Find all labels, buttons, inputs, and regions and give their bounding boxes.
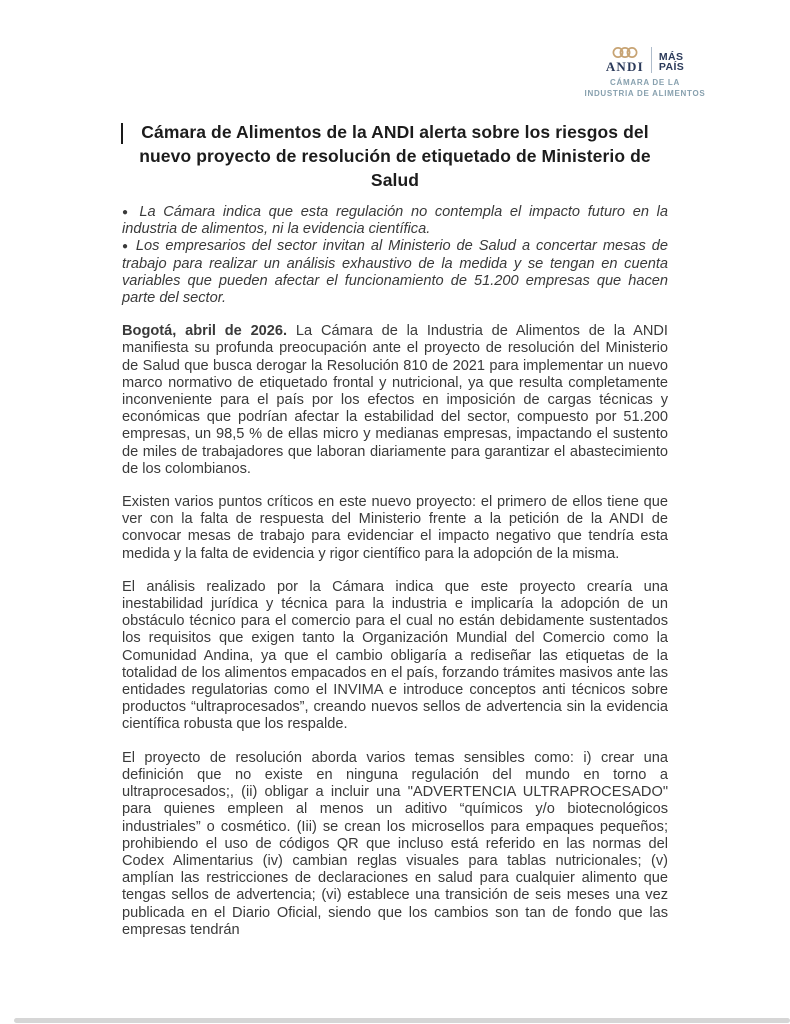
andi-logo: [576, 46, 714, 99]
horizontal-scrollbar[interactable]: [14, 1018, 790, 1023]
paragraph-sensitive-topics[interactable]: El proyecto de resolución aborda varios temas sensibles como: i) crear una definición que no existe en ninguna regulación del mundo en torno a ultraprocesados;, (ii) obligar a incluir una "ADVERTENCIA ULTRAPROCESADO" para quienes empleen al menos un aditivo “químicos y/o biotecnológicos industriales” o cosmético. (Iii) se crean los microsellos para empaques pequeños; prohibiendo el uso de códigos QR que incluso está referido en las normas del Codex Alimentarius (iv) cambian reglas visuales para tablas nutricionales; (v) amplían las restricciones de declaraciones en salud para cualquier alimento que tengas sellos de advertencia; (vi) establece una transición de seis meses una vez publicada en el Diario Oficial, siendo que los cambios son tan de fondo que las empresas tendrán: [122, 749, 668, 938]
bullet-marker: ●: [122, 241, 130, 253]
logo-mas-text: MÁS: [658, 51, 684, 63]
bullet-text: Los empresarios del sector invitan al Ministerio de Salud a concertar mesas de trabajo para realizar un análisis exhaustivo de la medida y se tengan en cuenta variables que pueden afectar el funcionamiento de 51.200 empresas que hacen parte del sector.: [122, 238, 668, 307]
logo-divider: [651, 47, 652, 73]
logo-row: [576, 46, 714, 73]
bullet-item[interactable]: [122, 204, 668, 238]
text-editing-area[interactable]: [122, 120, 668, 939]
paragraph-analysis[interactable]: El análisis realizado por la Cámara indica que este proyecto crearía una inestabilidad jurídica y técnica para la industria e implicaría la adopción de un obstáculo técnico para el comercio para el cual no están debidamente sustentados los requisitos que exigen tanto la Organización Mundial del Comercio como la Comunidad Andina, ya que el cambio obligaría a rediseñar las etiquetas de la totalidad de los alimentos empacados en el país, forzando trámites masivos ante las entidades regulatorias como el INVIMA e introduce conceptos anti técnicos sobre productos “ultraprocesados”, creando nuevos sellos de advertencia sin la evidencia científica robusta que los respalde.: [122, 578, 668, 733]
document-title[interactable]: Cámara de Alimentos de la ANDI alerta sobre los riesgos del nuevo proyecto de resolución de etiquetado de Ministerio de Salud: [139, 122, 651, 190]
logo-pais-text: PAÍS: [658, 61, 685, 73]
bullet-item[interactable]: [122, 238, 668, 307]
paragraph-text: La Cámara de la Industria de Alimentos de la ANDI manifiesta su profunda preocupación ante el proyecto de resolución del Ministerio de Salud que busca derogar la Resolución 810 de 2021 para implementar un nuevo marco normativo de etiquetado frontal y nutricional, ya que resulta completamente inconveniente para el país por los efectos en imposición de cargas técnicas y económicas que podrían afectar la estabilidad del sector, compuesto por 51.200 empresas, un 98,5 % de ellas micro y medianas empresas, impactando el sustento de miles de trabajadores que laboran diariamente para garantizar el abastecimiento de los colombianos.: [122, 323, 668, 477]
logo-subtitle-line2: INDUSTRIA DE ALIMENTOS: [584, 89, 706, 98]
dateline-lead: Bogotá, abril de 2026.: [122, 323, 288, 340]
paragraph-dateline[interactable]: [122, 323, 668, 478]
bullet-text: La Cámara indica que esta regulación no contempla el impacto futuro en la industria de alimentos, ni la evidencia científica.: [122, 204, 668, 238]
logo-subtitle-line1: CÁMARA DE LA: [610, 78, 680, 87]
summary-bullets: [122, 204, 668, 307]
logo-maspais-block: [659, 52, 684, 73]
paragraph-critical-points[interactable]: Existen varios puntos críticos en este nuevo proyecto: el primero de ellos tiene que ver con la falta de respuesta del Ministerio frente a la petición de la ANDI de convocar mesas de trabajo para evidenciar el impacto negativo que tendría esta medida y la falta de evidencia y rigor científico para la adopción de la misma.: [122, 494, 668, 562]
bullet-marker: ●: [122, 207, 132, 218]
logo-andi-block: [606, 46, 644, 73]
interlocking-rings-icon: [610, 46, 640, 59]
logo-andi-text: ANDI: [605, 59, 644, 74]
text-cursor: [121, 123, 123, 144]
